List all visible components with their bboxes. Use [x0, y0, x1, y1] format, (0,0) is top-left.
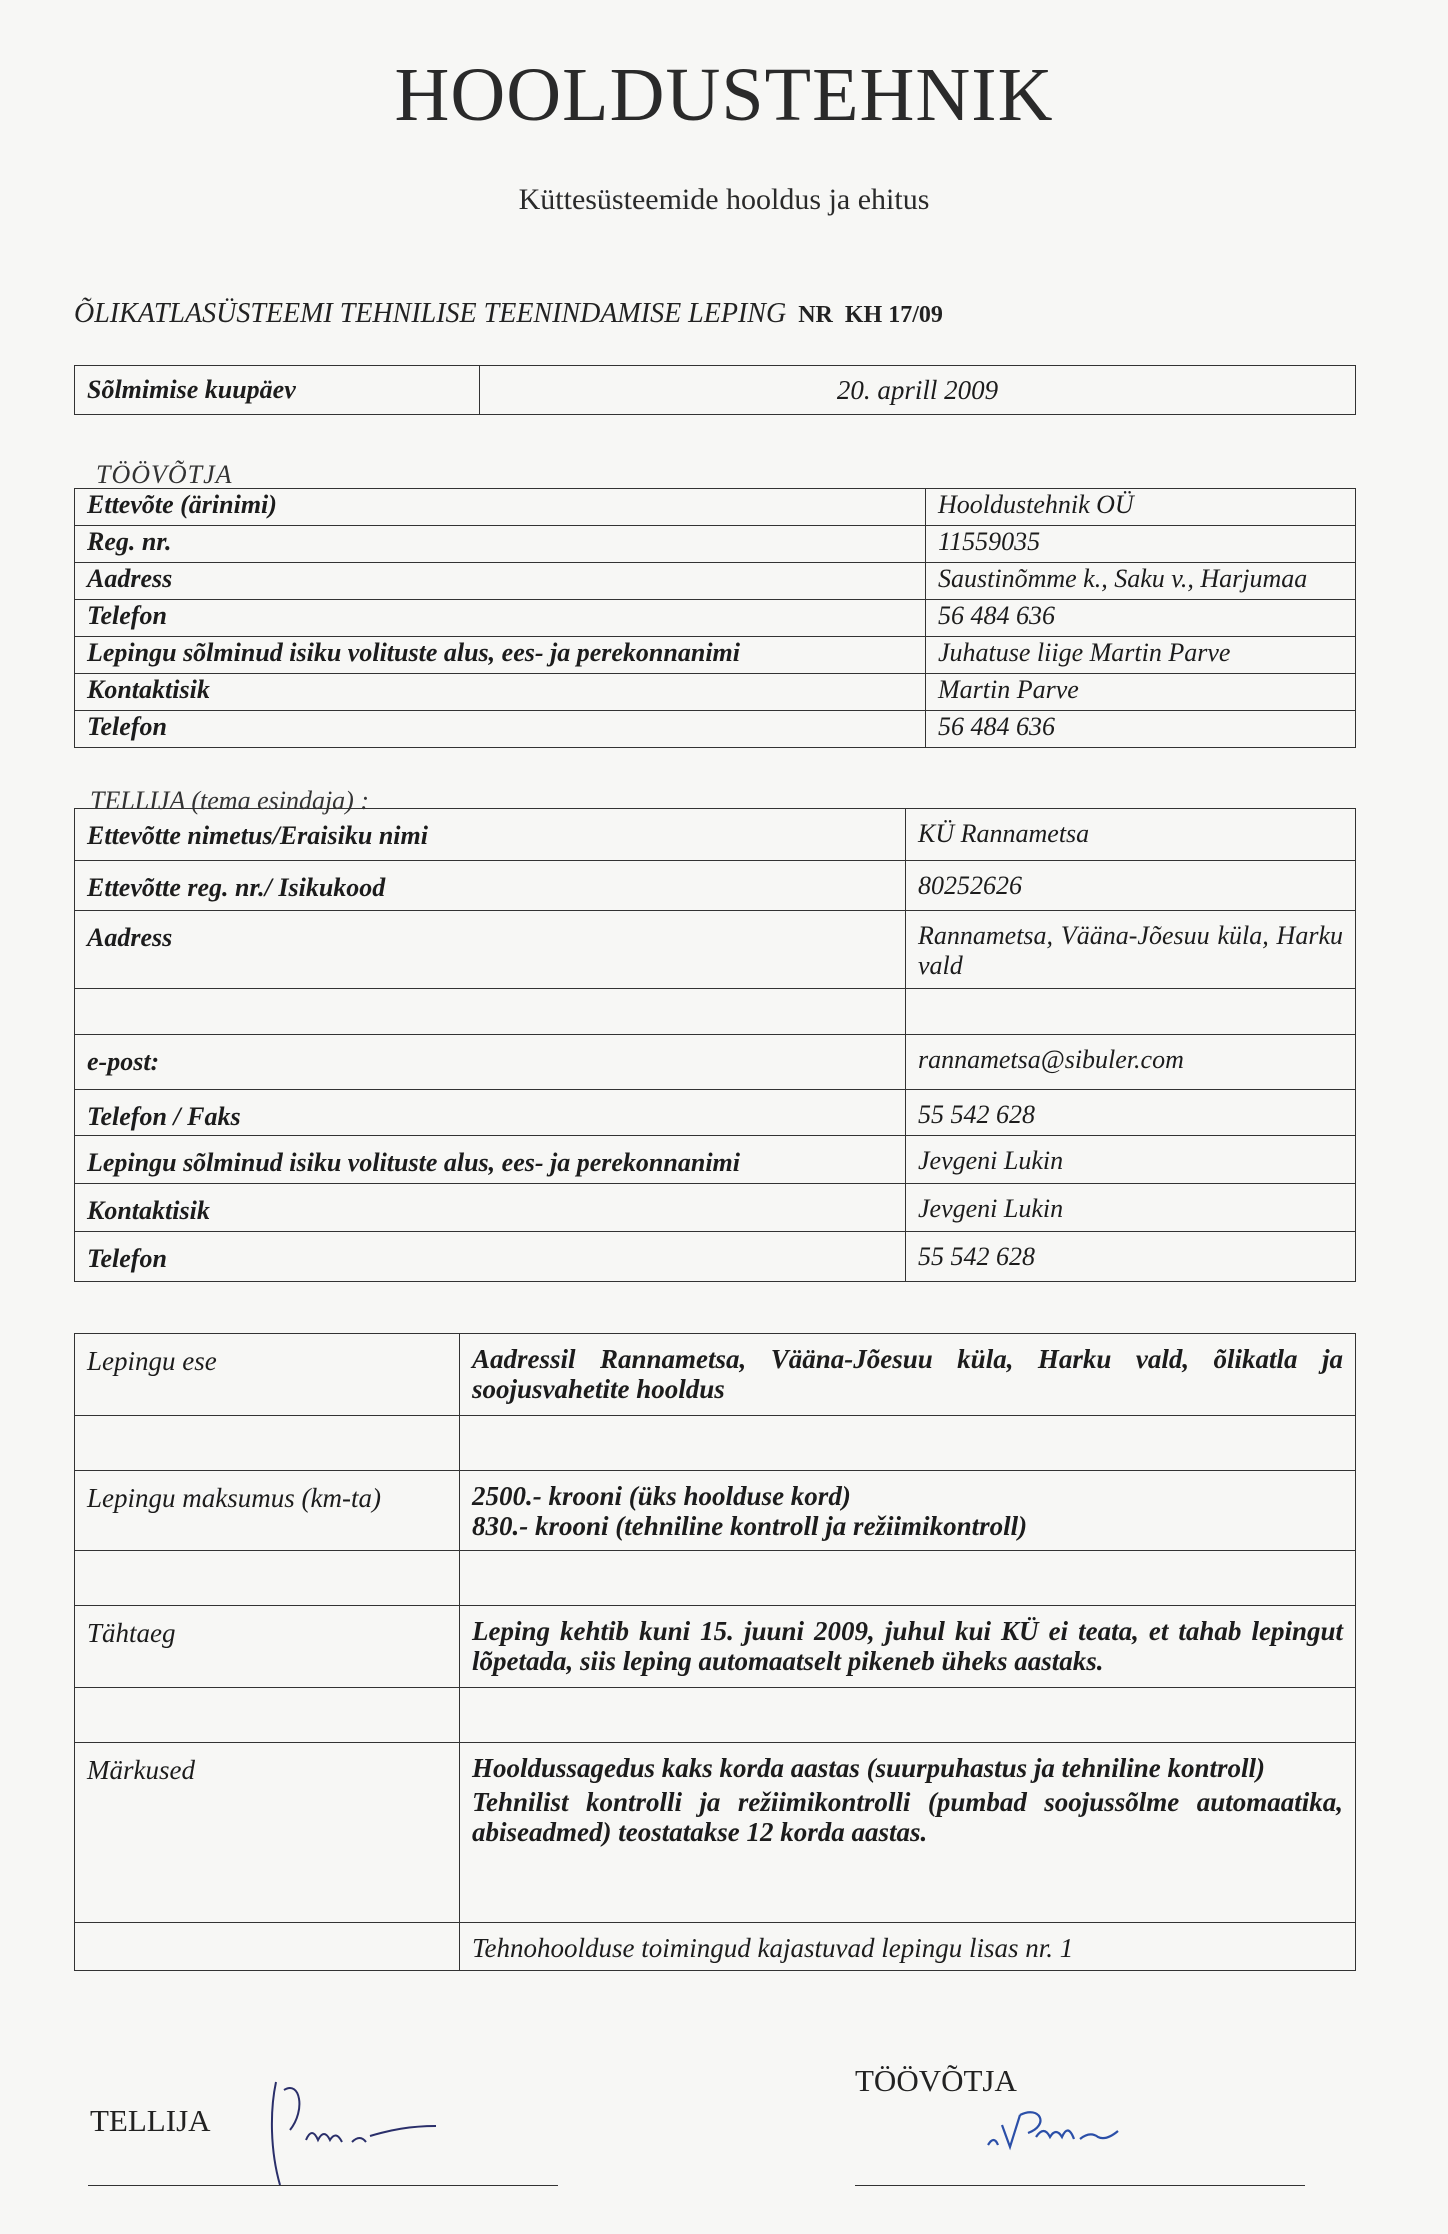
row-value — [906, 989, 1356, 1035]
row-value — [460, 1688, 1356, 1743]
row-value: Juhatuse liige Martin Parve — [926, 637, 1356, 674]
table-row — [75, 674, 1356, 711]
row-label: Tähtaeg — [75, 1606, 460, 1688]
table-row — [75, 1035, 1356, 1090]
row-value: rannametsa@sibuler.com — [906, 1035, 1356, 1090]
row-label — [75, 1923, 460, 1971]
row-label — [75, 1688, 460, 1743]
value-line: 2500.- krooni (üks hoolduse kord) — [472, 1481, 851, 1511]
table-row — [75, 600, 1356, 637]
table-row — [75, 1688, 1356, 1743]
table-row — [75, 861, 1356, 911]
row-value — [460, 1416, 1356, 1471]
row-value: 55 542 628 — [906, 1090, 1356, 1136]
toovotja-table — [74, 488, 1356, 748]
row-value: 11559035 — [926, 526, 1356, 563]
date-value: 20. aprill 2009 — [480, 366, 1356, 415]
table-row — [75, 1743, 1356, 1923]
row-label — [75, 1551, 460, 1606]
row-label: Ettevõtte nimetus/Eraisiku nimi — [75, 809, 906, 861]
row-label: Reg. nr. — [75, 526, 926, 563]
date-label: Sõlmimise kuupäev — [75, 366, 480, 415]
row-value — [460, 1743, 1356, 1923]
table-row — [75, 1606, 1356, 1688]
row-label: Ettevõtte reg. nr./ Isikukood — [75, 861, 906, 911]
row-label: Ettevõte (ärinimi) — [75, 489, 926, 526]
contract-heading — [74, 298, 943, 330]
row-value: Leping kehtib kuni 15. juuni 2009, juhul kui KÜ ei teata, et tahab lepingut lõpetada, siis leping automaatselt pikeneb üheks aastaks. — [460, 1606, 1356, 1688]
row-value: Martin Parve — [926, 674, 1356, 711]
row-value: Aadressil Rannametsa, Vääna-Jõesuu küla, Harku vald, õlikatla ja soojusvahetite hooldus — [460, 1334, 1356, 1416]
row-value: Hooldustehnik OÜ — [926, 489, 1356, 526]
row-value: 56 484 636 — [926, 711, 1356, 748]
row-value: Saustinõmme k., Saku v., Harjumaa — [926, 563, 1356, 600]
row-label: Lepingu sõlminud isiku volituste alus, ees- ja perekonnanimi — [75, 1136, 906, 1184]
row-label: Kontaktisik — [75, 1184, 906, 1232]
row-value: Jevgeni Lukin — [906, 1136, 1356, 1184]
table-row — [75, 563, 1356, 600]
row-value: 56 484 636 — [926, 600, 1356, 637]
toovotja-signature-label: TÖÖVÕTJA — [855, 2063, 1017, 2098]
table-row — [75, 1471, 1356, 1551]
tellija-signature — [240, 2070, 440, 2200]
row-label — [75, 1416, 460, 1471]
value-line: Hooldussagedus kaks korda aastas (suurpuhastus ja tehniline kontroll) — [472, 1753, 1265, 1783]
row-value: Jevgeni Lukin — [906, 1184, 1356, 1232]
row-value: Rannametsa, Vääna-Jõesuu küla, Harku vald — [906, 911, 1356, 989]
value-line: Tehnilist kontrolli ja režiimikontrolli (pumbad soojussõlme automaatika, abiseadmed) teostatakse 12 korda aastas. — [472, 1787, 1343, 1847]
row-value: 80252626 — [906, 861, 1356, 911]
table-row — [75, 1416, 1356, 1471]
table-row — [75, 1923, 1356, 1971]
row-label: e-post: — [75, 1035, 906, 1090]
row-value — [460, 1551, 1356, 1606]
table-row — [75, 489, 1356, 526]
toovotja-section-label: TÖÖVÕTJA — [96, 460, 233, 489]
table-row — [75, 1184, 1356, 1232]
tellija-section-label: TELLIJA (tema esindaja) : — [90, 786, 369, 815]
row-label: Lepingu ese — [75, 1334, 460, 1416]
row-label: Märkused — [75, 1743, 460, 1923]
company-subtitle: Küttesüsteemide hooldus ja ehitus — [518, 183, 930, 216]
row-label: Telefon — [75, 600, 926, 637]
table-row — [75, 1232, 1356, 1282]
table-row — [75, 711, 1356, 748]
contract-title: ÕLIKATLASÜSTEEMI TEHNILISE TEENINDAMISE LEPING — [74, 298, 787, 329]
table-row — [75, 526, 1356, 563]
contract-number: KH 17/09 — [844, 302, 943, 328]
table-row — [75, 809, 1356, 861]
row-label: Lepingu sõlminud isiku volituste alus, ees- ja perekonnanimi — [75, 637, 926, 674]
table-row — [75, 1090, 1356, 1136]
tellija-signature-label: TELLIJA — [90, 2103, 211, 2138]
row-label: Kontaktisik — [75, 674, 926, 711]
date-table — [74, 365, 1356, 415]
company-title: HOOLDUSTEHNIK — [394, 53, 1054, 137]
value-line: 830.- krooni (tehniline kontroll ja režiimikontroll) — [472, 1511, 1028, 1541]
tellija-table — [74, 808, 1356, 1282]
table-row — [75, 366, 1356, 415]
table-row — [75, 911, 1356, 989]
row-label: Lepingu maksumus (km-ta) — [75, 1471, 460, 1551]
row-value: KÜ Rannametsa — [906, 809, 1356, 861]
toovotja-signature — [980, 2085, 1140, 2165]
row-label — [75, 989, 906, 1035]
table-row — [75, 1551, 1356, 1606]
terms-table — [74, 1333, 1356, 1971]
row-value: Tehnohoolduse toimingud kajastuvad lepingu lisas nr. 1 — [460, 1923, 1356, 1971]
row-label: Telefon — [75, 1232, 906, 1282]
table-row — [75, 989, 1356, 1035]
row-label: Aadress — [75, 911, 906, 989]
toovotja-signature-line — [855, 2185, 1305, 2186]
row-label: Aadress — [75, 563, 926, 600]
row-label: Telefon — [75, 711, 926, 748]
row-label: Telefon / Faks — [75, 1090, 906, 1136]
row-value — [460, 1471, 1356, 1551]
row-value: 55 542 628 — [906, 1232, 1356, 1282]
table-row — [75, 637, 1356, 674]
table-row — [75, 1334, 1356, 1416]
table-row — [75, 1136, 1356, 1184]
contract-nr-label: NR — [798, 302, 833, 328]
